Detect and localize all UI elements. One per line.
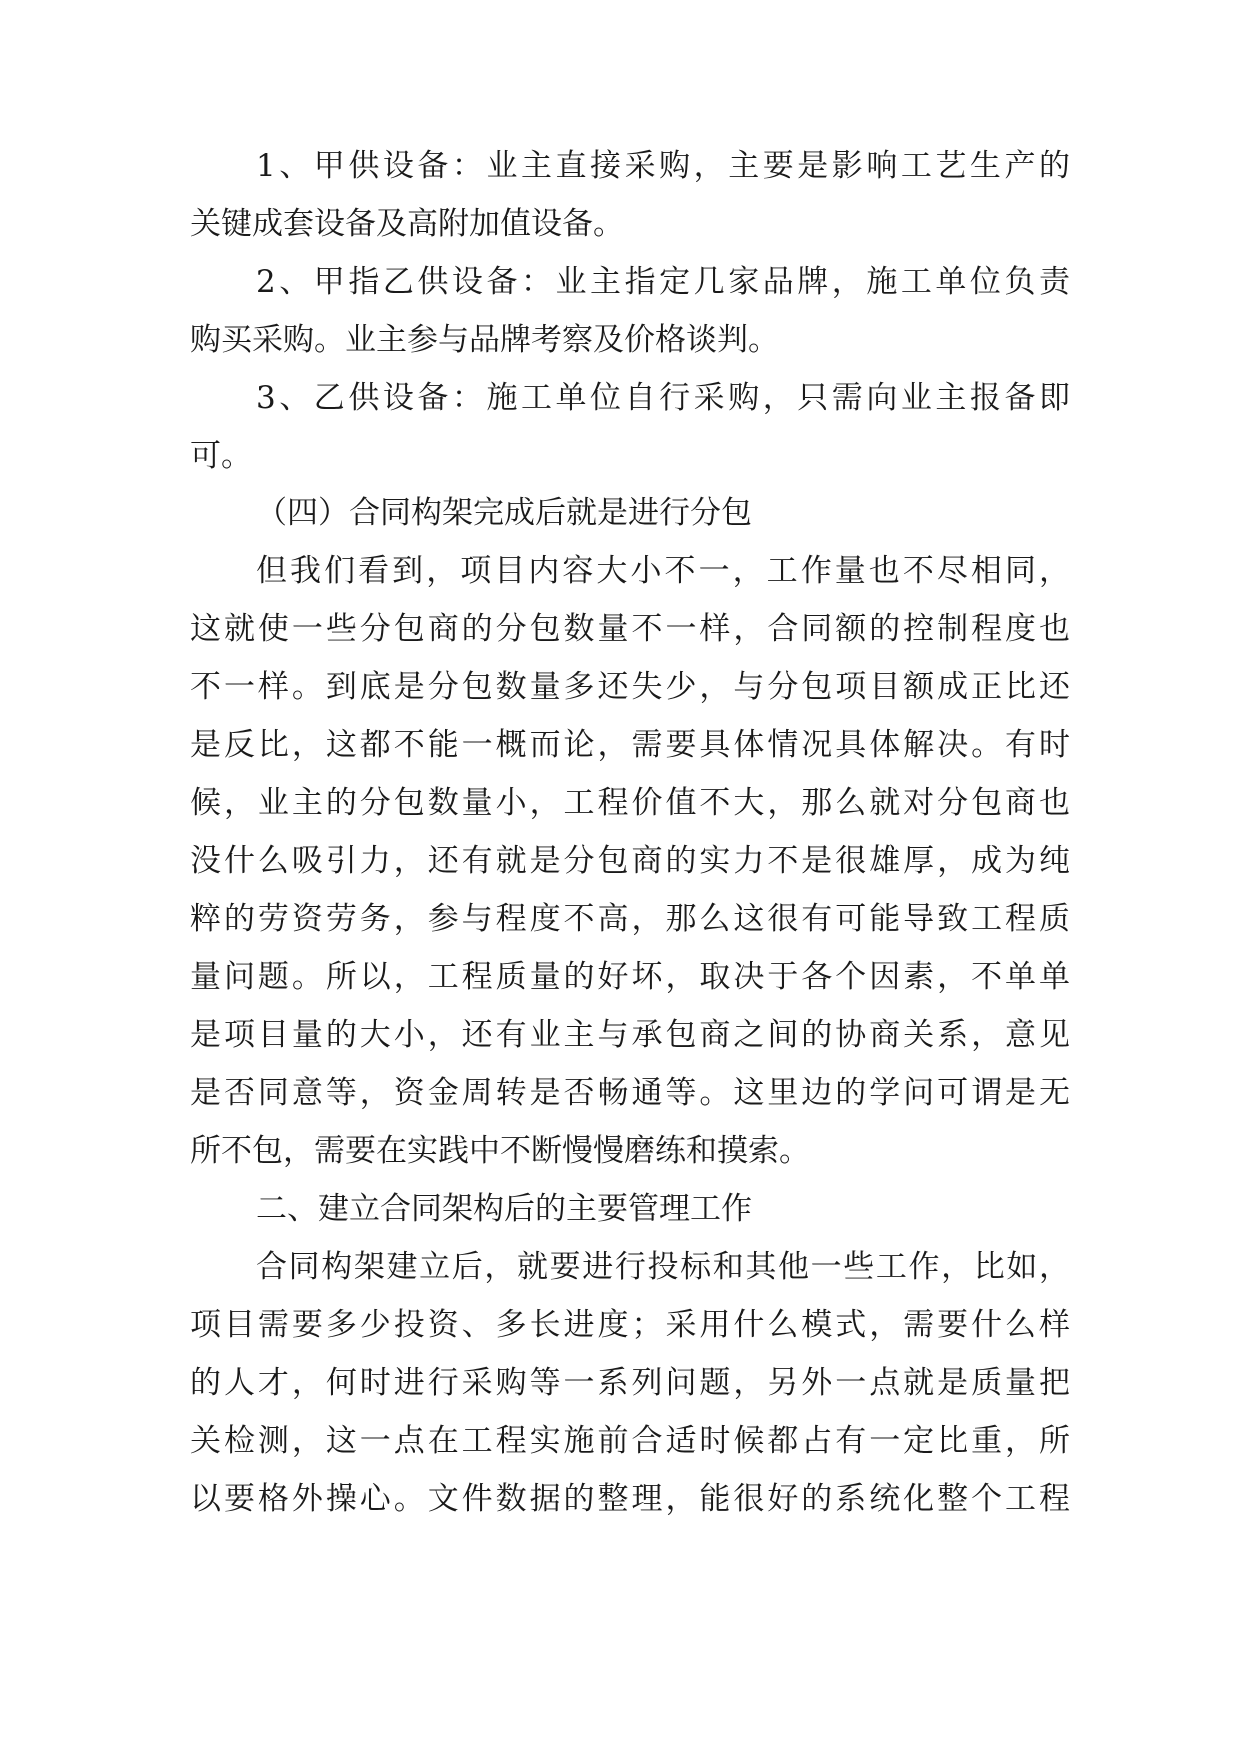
paragraph-line-21: 项目需要多少投资、多长进度；采用什么模式，需要什么样 [190, 1307, 1070, 1343]
paragraph-line-24: 以要格外操心。文件数据的整理，能很好的系统化整个工程 [190, 1481, 1070, 1517]
paragraph-line-18: 所不包，需要在实践中不断慢慢磨练和摸索。 [190, 1133, 810, 1169]
paragraph-line-14: 粹的劳资劳务，参与程度不高，那么这很有可能导致工程质 [190, 901, 1070, 937]
paragraph-line-16: 是项目量的大小，还有业主与承包商之间的协商关系，意见 [190, 1017, 1070, 1053]
section-heading-4: （四）合同构架完成后就是进行分包 [256, 495, 752, 531]
paragraph-line-3: 2、甲指乙供设备：业主指定几家品牌，施工单位负责 [256, 264, 1070, 300]
paragraph-line-5: 3、乙供设备：施工单位自行采购，只需向业主报备即 [256, 380, 1070, 416]
paragraph-line-2: 关键成套设备及高附加值设备。 [190, 206, 624, 242]
paragraph-line-15: 量问题。所以，工程质量的好坏，取决于各个因素，不单单 [190, 959, 1070, 995]
paragraph-line-11: 是反比，这都不能一概而论，需要具体情况具体解决。有时 [190, 727, 1070, 763]
paragraph-line-10: 不一样。到底是分包数量多还失少，与分包项目额成正比还 [190, 669, 1070, 705]
paragraph-line-20: 合同构架建立后，就要进行投标和其他一些工作，比如， [256, 1249, 1070, 1285]
paragraph-line-13: 没什么吸引力，还有就是分包商的实力不是很雄厚，成为纯 [190, 843, 1070, 879]
paragraph-line-9: 这就使一些分包商的分包数量不一样，合同额的控制程度也 [190, 611, 1070, 647]
paragraph-line-22: 的人才，何时进行采购等一系列问题，另外一点就是质量把 [190, 1365, 1070, 1401]
paragraph-line-12: 候，业主的分包数量小，工程价值不大，那么就对分包商也 [190, 785, 1070, 821]
paragraph-line-17: 是否同意等，资金周转是否畅通等。这里边的学问可谓是无 [190, 1075, 1070, 1111]
paragraph-line-4: 购买采购。业主参与品牌考察及价格谈判。 [190, 322, 779, 358]
section-heading-2: 二、建立合同架构后的主要管理工作 [256, 1191, 752, 1227]
paragraph-line-6: 可。 [190, 438, 252, 474]
paragraph-line-23: 关检测，这一点在工程实施前合适时候都占有一定比重，所 [190, 1423, 1070, 1459]
paragraph-line-8: 但我们看到，项目内容大小不一，工作量也不尽相同， [256, 553, 1070, 589]
paragraph-line-1: 1、甲供设备：业主直接采购，主要是影响工艺生产的 [256, 148, 1070, 184]
